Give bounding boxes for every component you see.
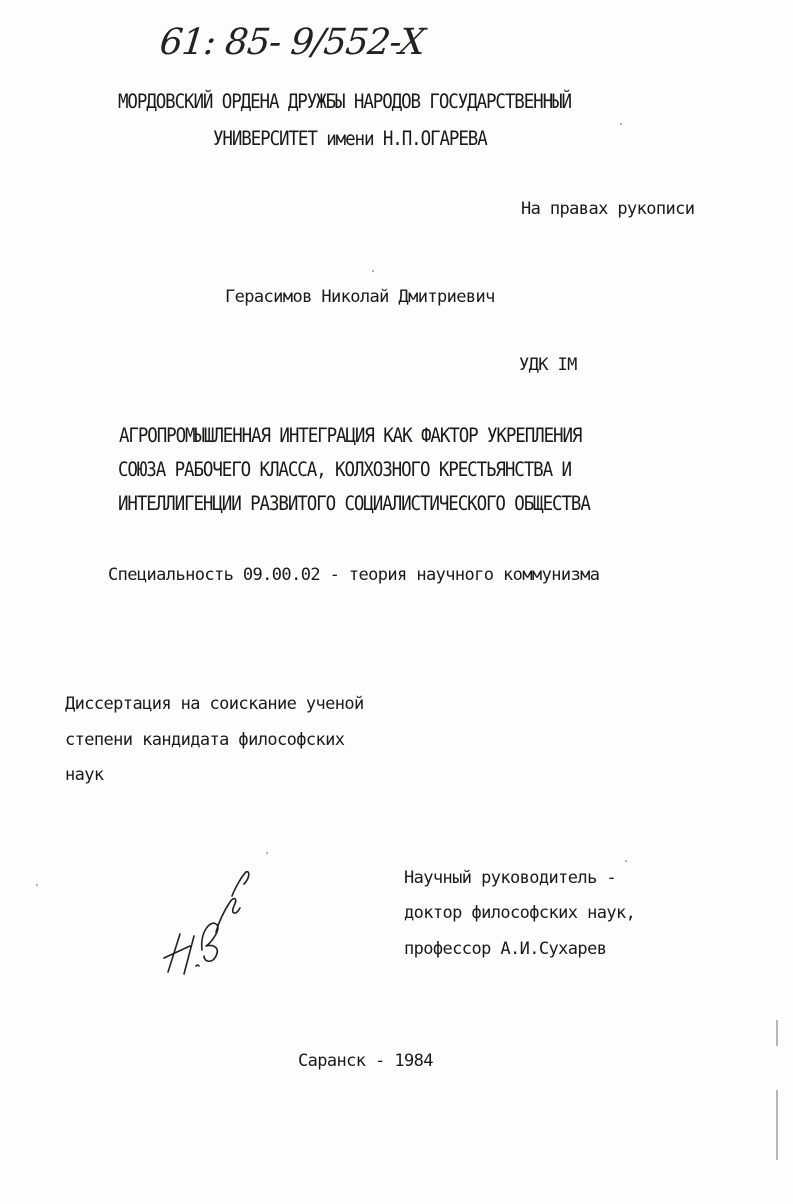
title-line-3: ИНТЕЛЛИГЕНЦИИ РАЗВИТОГО СОЦИАЛИСТИЧЕСКОГО ОБЩЕСТВА xyxy=(118,493,590,516)
author-name: Герасимов Николай Дмитриевич xyxy=(225,287,495,307)
footer-place-year: Саранск - 1984 xyxy=(298,1051,433,1071)
title-line-1: АГРОПРОМЫШЛЕННАЯ ИНТЕГРАЦИЯ КАК ФАКТОР УКРЕПЛЕНИЯ xyxy=(119,425,582,448)
dissertation-line-2: степени кандидата философских xyxy=(65,730,345,750)
specialty: Специальность 09.00.02 - теория научного коммунизма xyxy=(108,565,600,585)
supervisor-line-3: профессор А.И.Сухарев xyxy=(404,939,607,959)
supervisor-line-1: Научный руководитель - xyxy=(404,868,616,888)
archive-number: 61: 85- 9/552-X xyxy=(157,22,427,63)
margin-mark xyxy=(776,1020,778,1046)
dissertation-line-1: Диссертация на соискание ученой xyxy=(65,694,364,714)
institution-line-1: МОРДОВСКИЙ ОРДЕНА ДРУЖБЫ НАРОДОВ ГОСУДАРСТВЕННЫЙ xyxy=(118,91,571,114)
paper-speck xyxy=(36,884,38,886)
handwritten-signature xyxy=(150,862,260,982)
signature-drawing xyxy=(150,862,260,982)
dissertation-line-3: наук xyxy=(65,765,104,785)
paper-speck xyxy=(625,860,627,862)
udc-code: УДК IM xyxy=(519,355,577,375)
institution-line-2: УНИВЕРСИТЕТ имени Н.П.ОГАРЕВА xyxy=(213,128,487,151)
margin-mark xyxy=(776,1090,778,1160)
paper-speck xyxy=(620,123,622,125)
manuscript-rights: На правах рукописи xyxy=(521,199,695,219)
paper-speck xyxy=(266,852,268,854)
paper-speck xyxy=(372,270,374,272)
title-line-2: СОЮЗА РАБОЧЕГО КЛАССА, КОЛХОЗНОГО КРЕСТЬЯНСТВА И xyxy=(118,459,571,482)
supervisor-line-2: доктор философских наук, xyxy=(404,903,636,923)
